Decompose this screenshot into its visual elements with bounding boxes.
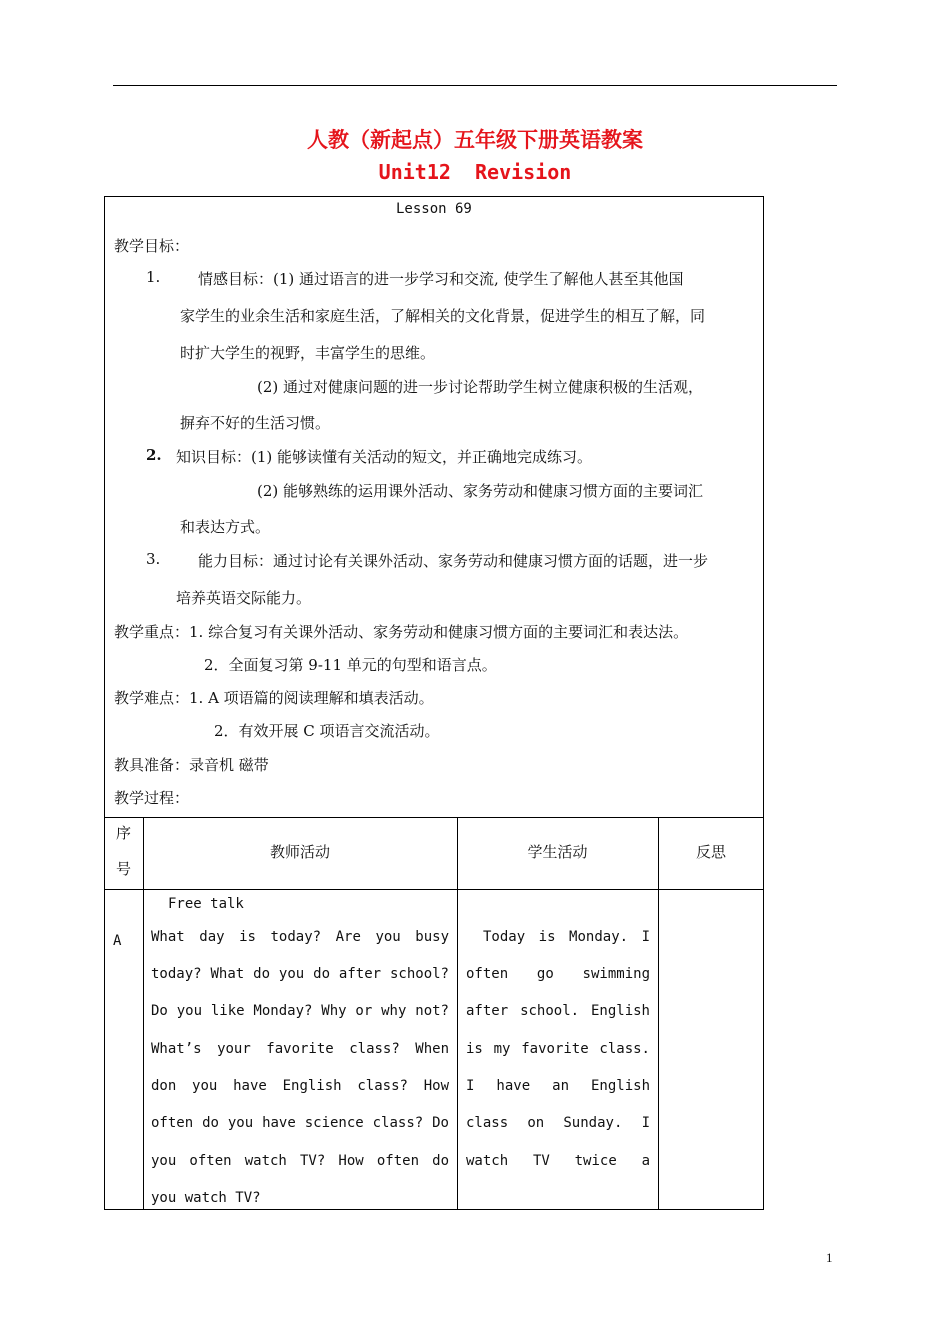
key-points-line-2: 2．全面复习第 9-11 单元的句型和语言点。	[204, 656, 497, 674]
objective-1-line-4: (2) 通过对健康问题的进一步讨论帮助学生树立健康积极的生活观，	[257, 378, 704, 396]
student-line: watch TV twice a	[466, 1153, 650, 1169]
key-points-line-1: 教学重点：1. 综合复习有关课外活动、家务劳动和健康习惯方面的主要词汇和表达法。	[114, 623, 689, 641]
difficult-points-line-1: 教学难点：1. A 项语篇的阅读理解和填表活动。	[114, 689, 434, 707]
teacher-line: you watch TV?	[151, 1190, 261, 1206]
objective-3-line-2: 培养英语交际能力。	[176, 589, 312, 607]
lesson-label: Lesson 69	[396, 201, 472, 217]
objective-1-line-2: 家学生的业余生活和家庭生活，了解相关的文化背景，促进学生的相互了解，同	[180, 307, 706, 325]
objective-3-number: 3.	[146, 550, 161, 568]
teacher-line: you often watch TV? How often do	[151, 1153, 449, 1169]
header-seq-top: 序	[115, 824, 131, 842]
objective-2-number: 2.	[146, 446, 162, 464]
teacher-line: often do you have science class? Do	[151, 1115, 449, 1131]
document-subtitle: Unit12 Revision	[378, 160, 572, 184]
teacher-line: What day is today? Are you busy	[151, 929, 449, 945]
difficult-points-line-2: 2．有效开展 C 项语言交流活动。	[214, 722, 440, 740]
student-line: class on Sunday. I	[466, 1115, 650, 1131]
teacher-line: Do you like Monday? Why or why not?	[151, 1003, 449, 1019]
teacher-line: today? What do you do after school?	[151, 966, 449, 982]
objective-1-line-3: 时扩大学生的视野，丰富学生的思维。	[180, 344, 436, 362]
table-column-divider	[457, 817, 458, 1210]
objectives-label: 教学目标：	[114, 237, 190, 255]
table-column-divider	[143, 817, 144, 1210]
table-top-border	[104, 817, 764, 818]
objective-2-line-3: 和表达方式。	[180, 518, 271, 536]
header-rule	[113, 85, 837, 86]
teaching-tools: 教具准备：录音机 磁带	[114, 756, 269, 774]
student-line: is my favorite class.	[466, 1041, 650, 1057]
header-teacher-activity: 教师活动	[269, 843, 330, 861]
teacher-line: Free talk	[168, 896, 244, 912]
table-column-divider	[658, 817, 659, 1210]
teacher-line: What’s your favorite class? When	[151, 1041, 449, 1057]
objective-2-line-2: (2) 能够熟练的运用课外活动、家务劳动和健康习惯方面的主要词汇	[257, 482, 704, 500]
student-line: after school. English	[466, 1003, 650, 1019]
table-header-divider	[104, 889, 764, 890]
teaching-process-label: 教学过程：	[114, 789, 190, 807]
student-line: often go swimming	[466, 966, 650, 982]
teacher-line: don you have English class? How	[151, 1078, 449, 1094]
student-line: Today is Monday. I	[483, 929, 650, 945]
objective-2-line-1: 知识目标：(1) 能够读懂有关活动的短文，并正确地完成练习。	[176, 448, 593, 466]
document-title: 人教（新起点）五年级下册英语教案	[307, 127, 643, 152]
header-seq-bottom: 号	[115, 860, 131, 878]
objective-1-number: 1.	[146, 268, 161, 286]
row-seq-label: A	[113, 933, 122, 949]
header-reflection: 反思	[695, 843, 726, 861]
header-student-activity: 学生活动	[527, 843, 588, 861]
student-line: I have an English	[466, 1078, 650, 1094]
objective-3-line-1: 能力目标：通过讨论有关课外活动、家务劳动和健康习惯方面的话题，进一步	[198, 552, 709, 570]
objective-1-line-5: 摒弃不好的生活习惯。	[180, 414, 331, 432]
objective-1-line-1: 情感目标：(1) 通过语言的进一步学习和交流, 使学生了解他人甚至其他国	[198, 270, 684, 288]
page-number: 1	[826, 1250, 833, 1265]
